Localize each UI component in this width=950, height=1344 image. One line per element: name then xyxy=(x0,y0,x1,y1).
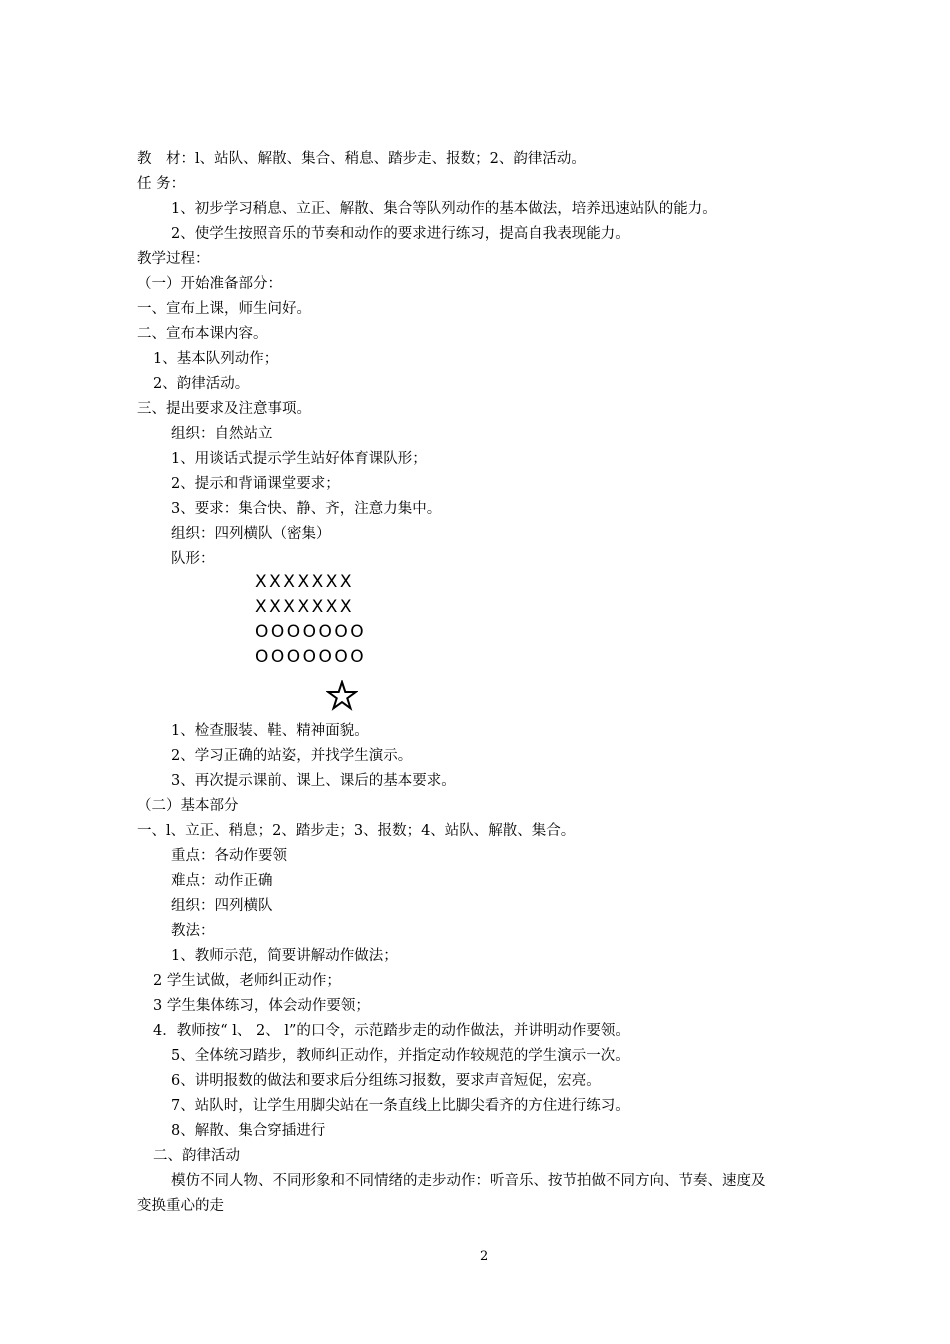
organization-line-1: 组织：自然站立 xyxy=(171,426,273,442)
rhythm-activity-heading: 二、韵律活动 xyxy=(153,1148,240,1164)
method-item-1: 1、教师示范，简要讲解动作做法； xyxy=(171,948,398,964)
formation-row-1: XXXXXXX xyxy=(255,572,355,592)
prep-subitem-2: 2、韵律活动。 xyxy=(153,376,250,392)
organization-line-3: 组织：四列横队 xyxy=(171,898,273,914)
organization-line-2: 组织：四列横队（密集） xyxy=(171,526,331,542)
formation-label: 队形： xyxy=(171,551,215,567)
method-item-7: 7、站队时，让学生用脚尖站在一条直线上比脚尖看齐的方住进行练习。 xyxy=(171,1098,630,1114)
difficulty-line: 难点：动作正确 xyxy=(171,873,273,889)
prep-subitem-1: 1、基本队列动作； xyxy=(153,351,279,367)
basic-item-1: 一、l、立正、稍息；2、踏步走；3、报数；4、站队、解散、集合。 xyxy=(137,823,576,839)
page-number: 2 xyxy=(480,1249,489,1264)
prep-item-3: 三、提出要求及注意事项。 xyxy=(137,401,311,417)
method-heading: 教法： xyxy=(171,923,215,939)
method-item-5: 5、全体统习踏步，教师纠正动作，并指定动作较规范的学生演示一次。 xyxy=(171,1048,630,1064)
prep-item-2: 二、宣布本课内容。 xyxy=(137,326,268,342)
method-item-2: 2 学生试做，老师纠正动作； xyxy=(153,973,341,989)
requirement-item-1: 1、用谈话式提示学生站好体育课队形； xyxy=(171,451,427,467)
rhythm-activity-text-cont: 变换重心的走 xyxy=(137,1198,224,1214)
section-preparation-heading: （一）开始准备部分： xyxy=(137,276,282,292)
check-item-1: 1、检查服装、鞋、精神面貌。 xyxy=(171,723,369,739)
check-item-2: 2、学习正确的站姿，并找学生演示。 xyxy=(171,748,413,764)
requirement-item-3: 3、要求：集合快、静、齐，注意力集中。 xyxy=(171,501,442,517)
requirement-item-2: 2、提示和背诵课堂要求； xyxy=(171,476,340,492)
teaching-process-heading: 教学过程： xyxy=(137,251,210,267)
check-item-3: 3、再次提示课前、课上、课后的基本要求。 xyxy=(171,773,456,789)
formation-row-2: XXXXXXX xyxy=(255,597,355,617)
star-icon xyxy=(326,680,358,712)
prep-item-1: 一、宣布上课，师生问好。 xyxy=(137,301,311,317)
task-item-2: 2、使学生按照音乐的节奏和动作的要求进行练习，提高自我表现能力。 xyxy=(171,226,630,242)
method-item-4: 4．教师按“ l、 2、 l”的口令，示范踏步走的动作做法，并讲明动作要领。 xyxy=(153,1023,630,1039)
method-item-3: 3 学生集体练习，体会动作要领； xyxy=(153,998,370,1014)
teaching-material-line: 教 材：l、站队、解散、集合、稍息、踏步走、报数；2、韵律活动。 xyxy=(137,151,586,167)
section-basic-heading: （二）基本部分 xyxy=(137,798,239,814)
method-item-6: 6、讲明报数的做法和要求后分组练习报数，要求声音短促，宏亮。 xyxy=(171,1073,601,1089)
formation-row-3: OOOOOOO xyxy=(255,622,367,642)
method-item-8: 8、解散、集合穿插进行 xyxy=(171,1123,326,1139)
key-point-line: 重点：各动作要领 xyxy=(171,848,287,864)
formation-row-4: OOOOOOO xyxy=(255,647,367,667)
task-item-1: 1、初步学习稍息、立正、解散、集合等队列动作的基本做法，培养迅速站队的能力。 xyxy=(171,201,717,217)
rhythm-activity-text: 模仿不同人物、不同形象和不同情绪的走步动作：听音乐、按节拍做不同方向、节奏、速度及 xyxy=(171,1173,766,1189)
task-heading: 任 务： xyxy=(137,176,186,192)
